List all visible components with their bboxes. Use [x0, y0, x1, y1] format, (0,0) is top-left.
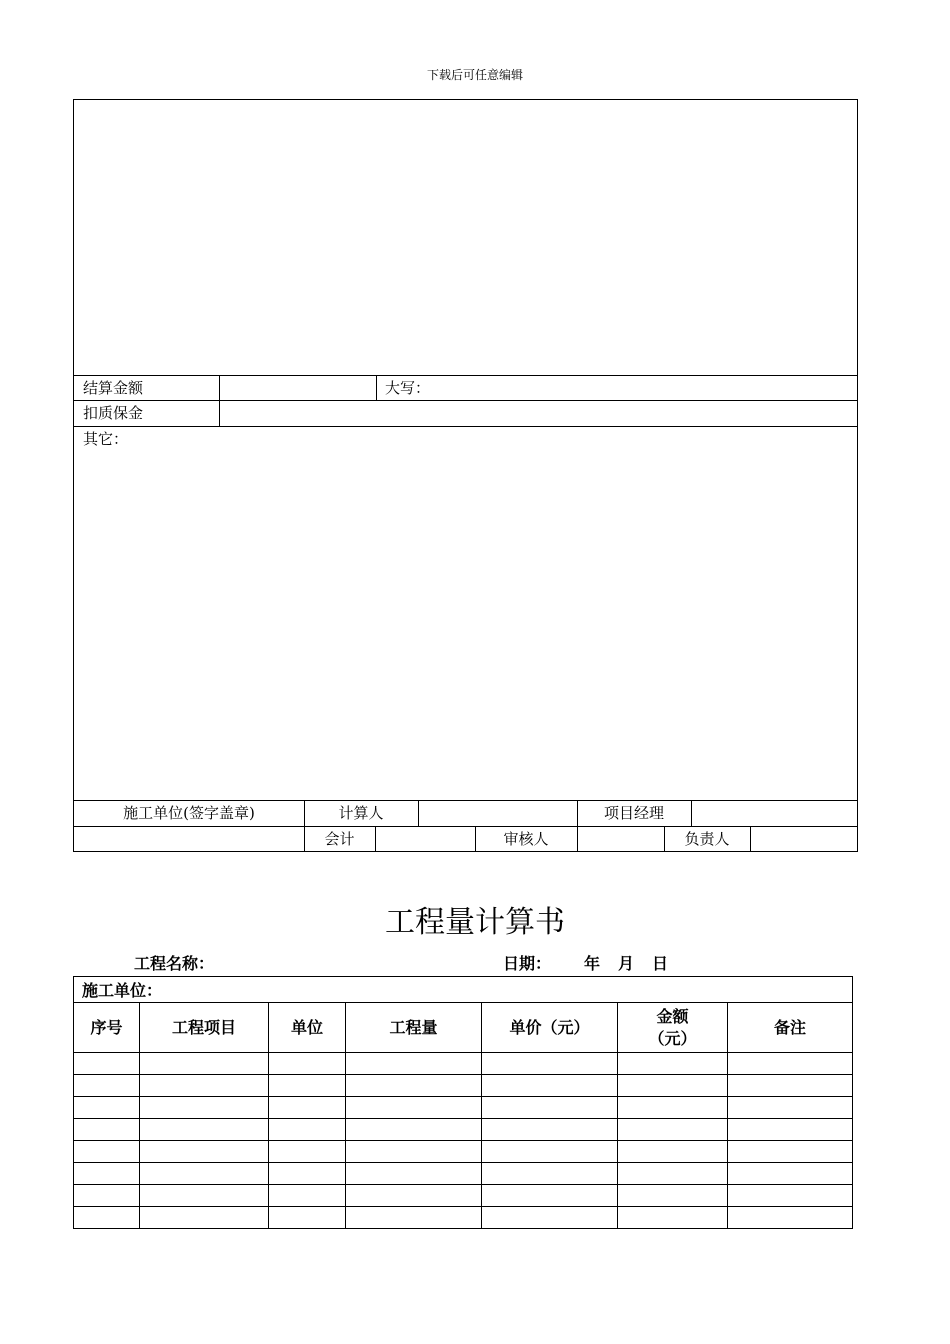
- table-cell: [269, 1141, 346, 1163]
- table-row: [74, 1119, 853, 1141]
- table-cell: [618, 1119, 728, 1141]
- table-cell: [140, 1119, 269, 1141]
- reviewer-label: 审核人: [503, 830, 549, 848]
- settlement-amount-label: 结算金额: [83, 379, 144, 397]
- form-divider: [219, 375, 220, 426]
- table-row: [74, 1163, 853, 1185]
- table-cell: [140, 1207, 269, 1229]
- table-cell: [140, 1163, 269, 1185]
- calculator-label: 计算人: [338, 804, 384, 822]
- table-cell: [346, 1163, 482, 1185]
- form-divider: [375, 826, 376, 852]
- month-label: 月: [618, 954, 635, 973]
- table-cell: [346, 1053, 482, 1075]
- form-divider: [74, 375, 857, 376]
- table-cell: [482, 1053, 618, 1075]
- table-cell: [482, 1185, 618, 1207]
- accountant-label: 会计: [324, 830, 355, 848]
- table-row: [74, 1207, 853, 1229]
- date-label: 日期：: [503, 954, 552, 973]
- form-divider: [376, 375, 377, 400]
- table-cell: [74, 1119, 140, 1141]
- column-header: 序号: [74, 1003, 140, 1053]
- table-cell: [346, 1141, 482, 1163]
- table-cell: [74, 1141, 140, 1163]
- table-cell: [482, 1097, 618, 1119]
- table-cell: [482, 1163, 618, 1185]
- day-label: 日: [652, 954, 669, 973]
- table-header-row: [74, 1003, 853, 1053]
- settlement-form: [73, 99, 858, 852]
- table-cell: [74, 1053, 140, 1075]
- project-manager-label: 项目经理: [603, 804, 664, 822]
- responsible-label: 负责人: [684, 830, 730, 848]
- table-cell: [482, 1119, 618, 1141]
- form-divider: [74, 800, 857, 801]
- column-header: 金额 （元）: [618, 1003, 728, 1053]
- table-cell: [346, 1075, 482, 1097]
- table-row: [74, 1141, 853, 1163]
- table-cell: [346, 1097, 482, 1119]
- column-header: 备注: [728, 1003, 853, 1053]
- table-cell: [74, 1097, 140, 1119]
- form-divider: [74, 826, 857, 827]
- table-cell: [482, 1141, 618, 1163]
- table-cell: [618, 1053, 728, 1075]
- table-cell: [618, 1141, 728, 1163]
- calc-sheet-title: 工程量计算书: [385, 905, 565, 940]
- form-divider: [418, 800, 419, 826]
- contractor-unit-label: 施工单位：: [74, 977, 853, 1003]
- year-label: 年: [584, 954, 601, 973]
- table-cell: [618, 1163, 728, 1185]
- table-cell: [269, 1119, 346, 1141]
- form-divider: [750, 826, 751, 852]
- table-cell: [74, 1207, 140, 1229]
- form-divider: [577, 826, 578, 852]
- table-cell: [74, 1163, 140, 1185]
- table-row: [74, 1097, 853, 1119]
- table-row: [74, 1185, 853, 1207]
- contractor-sign-label: 施工单位(签字盖章): [123, 804, 255, 822]
- table-cell: [269, 1207, 346, 1229]
- table-cell: [618, 1075, 728, 1097]
- table-cell: [346, 1207, 482, 1229]
- column-header: 工程项目: [140, 1003, 269, 1053]
- table-cell: [140, 1141, 269, 1163]
- table-cell: [346, 1119, 482, 1141]
- quantity-table: [73, 976, 853, 1229]
- table-cell: [140, 1053, 269, 1075]
- table-cell: [728, 1097, 853, 1119]
- form-divider: [74, 400, 857, 401]
- table-cell: [269, 1185, 346, 1207]
- column-header: 单位: [269, 1003, 346, 1053]
- uppercase-amount-label: 大写：: [385, 379, 431, 397]
- table-cell: [140, 1097, 269, 1119]
- table-cell: [140, 1185, 269, 1207]
- table-cell: [482, 1075, 618, 1097]
- table-cell: [728, 1163, 853, 1185]
- retention-label: 扣质保金: [83, 404, 144, 422]
- table-cell: [482, 1207, 618, 1229]
- table-cell: [140, 1075, 269, 1097]
- table-cell: [618, 1097, 728, 1119]
- column-header: 单价（元）: [482, 1003, 618, 1053]
- table-cell: [269, 1053, 346, 1075]
- table-cell: [728, 1207, 853, 1229]
- other-label: 其它：: [83, 430, 129, 448]
- table-cell: [269, 1163, 346, 1185]
- table-cell: [728, 1185, 853, 1207]
- table-cell: [346, 1185, 482, 1207]
- header-note: 下载后可任意编辑: [426, 68, 523, 82]
- table-row: [74, 1053, 853, 1075]
- column-header: 工程量: [346, 1003, 482, 1053]
- table-row: [74, 1075, 853, 1097]
- form-divider: [691, 800, 692, 826]
- form-divider: [74, 426, 857, 427]
- table-cell: [728, 1053, 853, 1075]
- table-cell: [728, 1141, 853, 1163]
- table-cell: [618, 1185, 728, 1207]
- table-cell: [728, 1119, 853, 1141]
- project-name-label: 工程名称：: [134, 954, 215, 973]
- table-cell: [728, 1075, 853, 1097]
- table-cell: [618, 1207, 728, 1229]
- table-cell: [269, 1075, 346, 1097]
- table-cell: [74, 1185, 140, 1207]
- table-cell: [269, 1097, 346, 1119]
- table-cell: [74, 1075, 140, 1097]
